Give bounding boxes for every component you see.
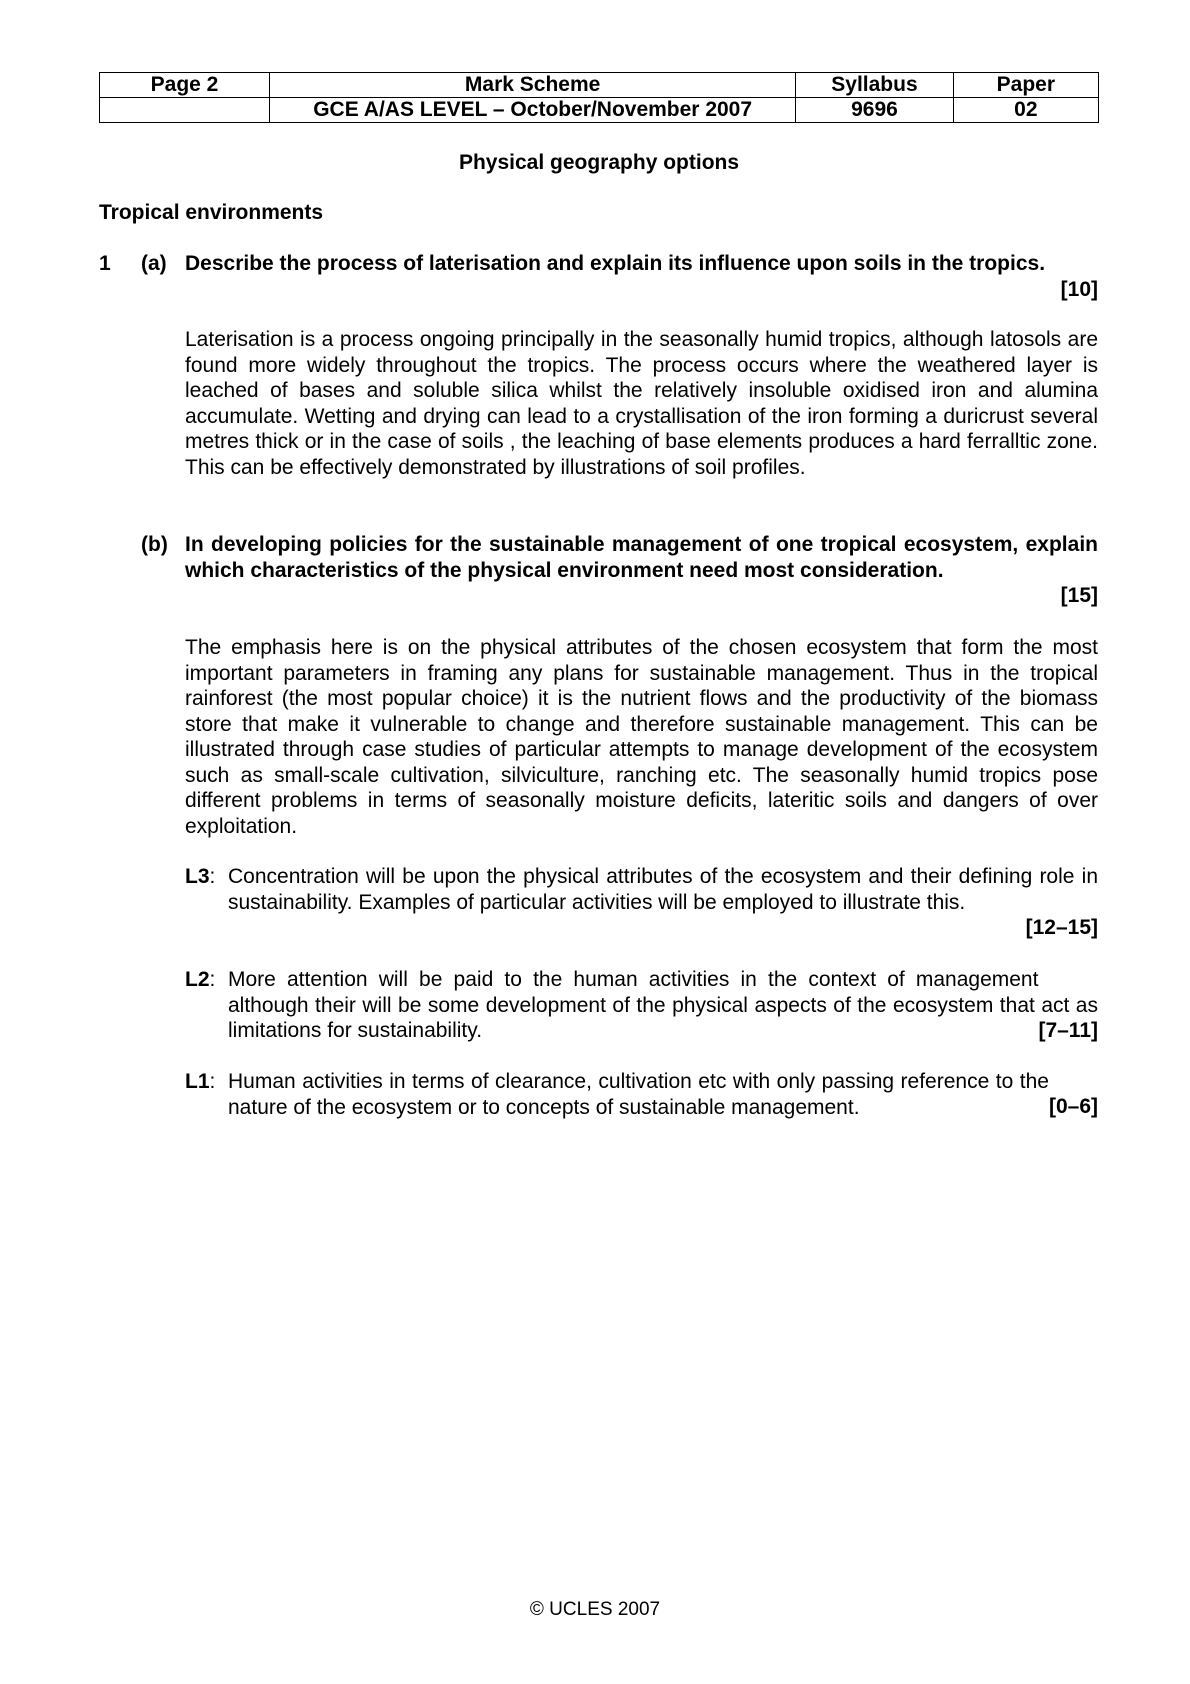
- header-empty-cell: [100, 98, 270, 123]
- part-a-prompt: [185, 251, 1098, 302]
- header-paper-label: Paper: [953, 73, 1098, 98]
- level-l3-label: L3:: [185, 865, 216, 888]
- level-l2: [185, 967, 1098, 1044]
- level-l1: [185, 1069, 1098, 1120]
- header-exam: GCE A/AS LEVEL – October/November 2007: [270, 98, 796, 123]
- level-l1-text: Human activities in terms of clearance, cultivation etc with only passing reference to the nature of the ecosystem or to concepts of sustainable management.: [228, 1070, 1049, 1119]
- part-a-label: (a): [141, 252, 167, 275]
- subheading: Tropical environments: [99, 201, 324, 224]
- section-title: Physical geography options: [458, 151, 740, 174]
- part-b-prompt: [185, 532, 1098, 609]
- part-b-marks: [15]: [1060, 584, 1098, 607]
- part-a-prompt-text: Describe the process of laterisation and explain its influence upon soils in the tropics.: [185, 252, 1046, 275]
- level-l2-marks: [7–11]: [1038, 1019, 1098, 1042]
- header-syllabus-code: 9696: [796, 98, 953, 123]
- level-l2-text: More attention will be paid to the human activities in the context of management although their will be some development of the physical aspects of the ecosystem that act as limitations for sustainability.: [228, 968, 1098, 1042]
- header-title: Mark Scheme: [270, 73, 796, 98]
- part-b-label: (b): [141, 533, 168, 556]
- level-l1-label: L1:: [185, 1070, 216, 1093]
- part-b-answer: The emphasis here is on the physical attributes of the chosen ecosystem that form the most important parameters in framing any plans for sustainable management. Thus in the tropical rainforest (the most popular choice) it is the nutrient flows and the productivity of the biomass store that make it vulnerable to change and therefore sustainable management. This can be illustrated through case studies of particular attempts to manage development of the ecosystem such as small-scale cultivation, silviculture, ranching etc. The seasonally humid tropics pose different problems in terms of seasonally moisture deficits, lateritic soils and dangers of over exploitation.: [185, 636, 1098, 838]
- question-number: 1: [99, 252, 111, 275]
- level-l2-body: [228, 967, 1098, 1044]
- footer-copyright: © UCLES 2007: [529, 1599, 661, 1620]
- level-l3-text: Concentration will be upon the physical attributes of the ecosystem and their defining role in sustainability. Examples of particular activities will be employed to illustrate this.: [228, 865, 1098, 914]
- level-l3: [185, 864, 1098, 941]
- level-l3-marks: [12–15]: [1025, 916, 1098, 939]
- part-a-marks: [10]: [1060, 277, 1098, 301]
- part-b-prompt-text: In developing policies for the sustainable management of one tropical ecosystem, explain which characteristics of the physical environment need most consideration.: [185, 533, 1098, 582]
- level-l1-body: [228, 1069, 1098, 1120]
- header-paper-code: 02: [953, 98, 1098, 123]
- part-a-answer: Laterisation is a process ongoing principally in the seasonally humid tropics, although latosols are found more widely throughout the tropics. The process occurs where the weathered layer is leached of bases and soluble silica whilst the relatively insoluble oxidised iron and alumina accumulate. Wetting and drying can lead to a crystallisation of the iron forming a duricrust several metres thick or in the case of soils , the leaching of base elements produces a hard ferralltic zone. This can be effectively demonstrated by illustrations of soil profiles.: [185, 328, 1098, 479]
- header-table: [99, 72, 1099, 123]
- level-l1-marks: [0–6]: [1048, 1095, 1098, 1118]
- header-syllabus-label: Syllabus: [796, 73, 953, 98]
- level-l2-label: L2:: [185, 968, 216, 991]
- header-page: Page 2: [100, 73, 270, 98]
